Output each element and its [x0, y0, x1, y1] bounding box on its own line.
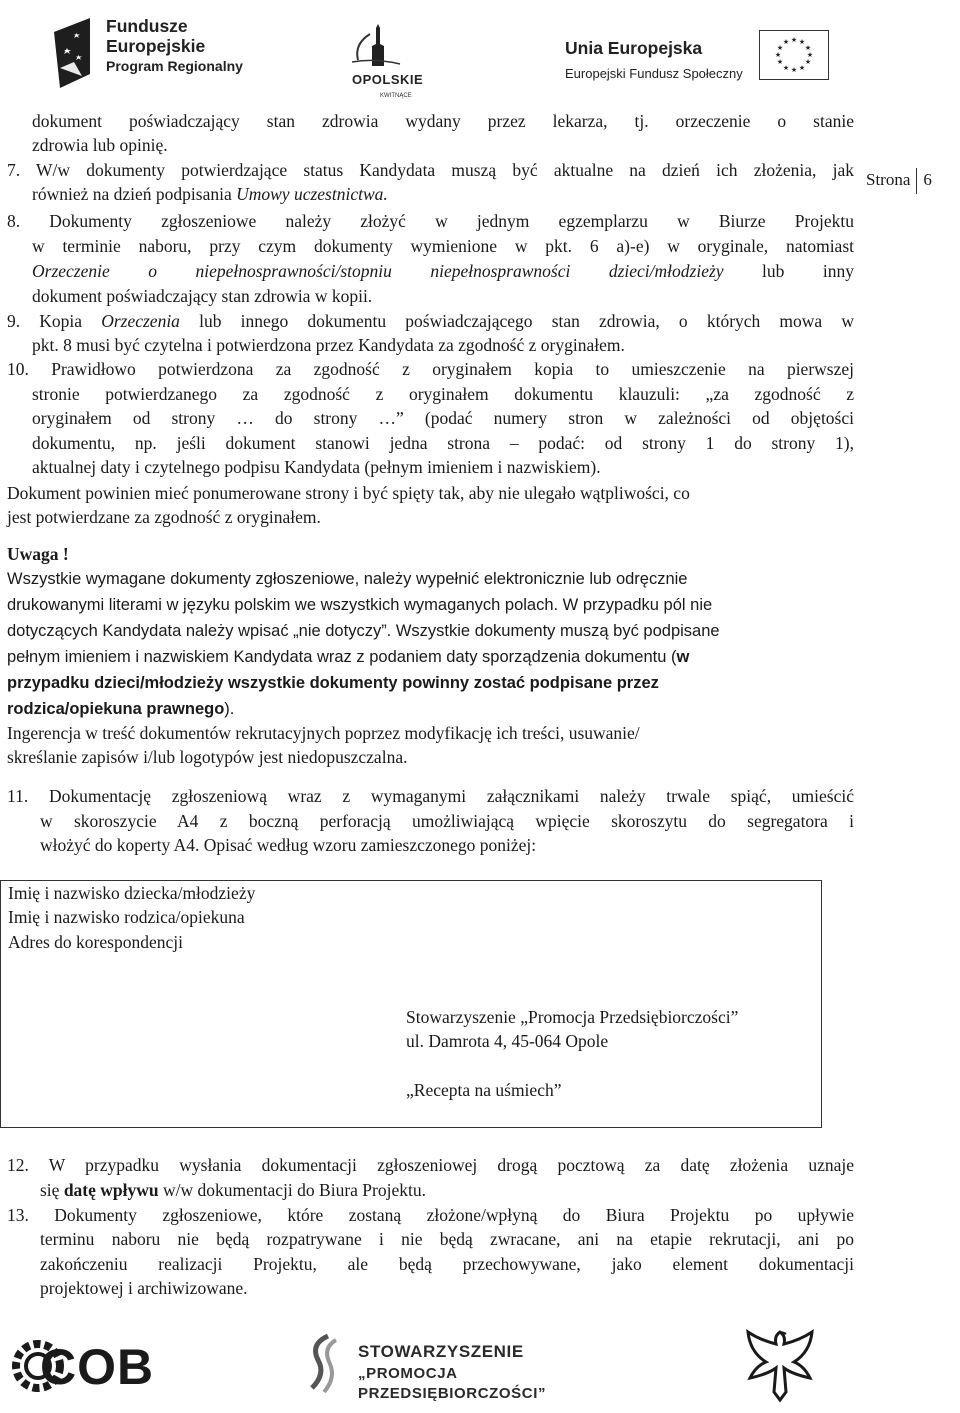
opolskie-tagline: KWITNĄCE — [380, 93, 412, 99]
point-10-line4: dokumentu, np. jeśli dokument stanowi jedna strona – podać: od strony 1 do strony 1), — [32, 433, 854, 453]
uwaga-heading: Uwaga ! — [7, 544, 69, 564]
point-8-line1: 8. Dokumenty zgłoszeniowe należy złożyć w jednym egzemplarzu w Biurze Projektu — [7, 211, 854, 231]
svg-text:★: ★ — [804, 44, 812, 52]
svg-text:★: ★ — [776, 44, 784, 52]
svg-text:★: ★ — [774, 51, 782, 59]
box-child-name-label: Imię i nazwisko dziecka/młodzieży — [8, 883, 256, 903]
point-13-line4: projektowej i archiwizowane. — [40, 1278, 248, 1298]
svg-text:★: ★ — [790, 66, 798, 74]
point-13-line1: 13. Dokumenty zgłoszeniowe, które zostaną złożone/wpłyną do Biura Projektu po upływie — [7, 1205, 854, 1225]
ingerencja-line1: Ingerencja w treść dokumentów rekrutacyjnych poprzez modyfikację ich treści, usuwanie/ — [7, 723, 640, 743]
point-6-continuation — [32, 109, 854, 134]
point-8-line3: Orzeczenie o niepełnosprawności/stopniu niepełnosprawności dzieci/młodzieży lub inny — [32, 261, 855, 281]
cob-logo — [10, 1330, 190, 1400]
eu-flag-icon — [759, 30, 829, 80]
eagle-emblem-icon — [720, 1322, 840, 1406]
svg-text:★: ★ — [782, 38, 790, 46]
text-line: zdrowia lub opinię. — [32, 135, 168, 155]
box-address-label: Adres do korespondencji — [8, 932, 183, 952]
point-13-line2: terminu naboru nie będą rozpatrywane i nie będą zwracane, ani na etapie rekrutacji, ani po — [40, 1229, 854, 1249]
box-project-name: „Recepta na uśmiech” — [406, 1080, 562, 1100]
point-11-line1: 11. Dokumentację zgłoszeniową wraz z wymaganymi załącznikami należy trwale spiąć, umieścić — [7, 786, 854, 806]
ue-title: Unia Europejska — [565, 38, 703, 58]
uwaga-line4: pełnym imieniem i nazwiskiem Kandydata wraz z podaniem daty sporządzenia dokumentu (w — [7, 648, 690, 666]
svg-text:★: ★ — [798, 64, 806, 72]
uwaga-line5: przypadku dzieci/młodzieży wszystkie dokumenty powinny zostać podpisane przez — [7, 674, 659, 692]
point-7-line1: 7. W/w dokumenty potwierdzające status Kandydata muszą być aktualne na dzień ich złożenia, jak — [7, 160, 854, 180]
svg-text:★: ★ — [806, 51, 814, 59]
point-10-line2: stronie potwierdzanego za zgodność z oryginałem dokumentu klauzuli: „za zgodność z — [32, 384, 854, 404]
svg-text:★: ★ — [782, 64, 790, 72]
uwaga-line6: rodzica/opiekuna prawnego). — [7, 700, 235, 718]
point-8-line4: dokument poświadczający stan zdrowia w kopii. — [32, 286, 373, 306]
opolskie-tower-icon — [340, 24, 460, 74]
point-8-line2: w terminie naboru, przy czym dokumenty wymienione w pkt. 6 a)-e) w oryginale, natomiast — [32, 236, 854, 256]
point-12-line1: 12. W przypadku wysłania dokumentacji zgłoszeniowej drogą pocztową za datę złożenia uznaje — [7, 1155, 854, 1175]
point-7-line2: również na dzień podpisania Umowy uczestnictwa. — [32, 184, 388, 204]
opolskie-label: OPOLSKIE — [352, 72, 424, 87]
point-10-line1: 10. Prawidłowo potwierdzona za zgodność z oryginałem kopia to umieszczenie na pierwszej — [7, 359, 854, 379]
doc-numbering-line2: jest potwierdzane za zgodność z oryginałem. — [7, 507, 321, 527]
point-11-line3: włożyć do koperty A4. Opisać według wzoru zamieszczonego poniżej: — [40, 835, 537, 855]
svg-text:★: ★ — [798, 38, 806, 46]
text-line: dokument poświadczający stan zdrowia wydany przez lekarza, tj. orzeczenie o stanie — [32, 111, 854, 131]
uwaga-line1: Wszystkie wymagane dokumenty zgłoszeniowe, należy wypełnić elektronicznie lub odręcznie — [7, 570, 688, 588]
page-number-label: Strona — [866, 170, 911, 189]
page-number-value: 6 — [923, 170, 932, 189]
fe-logo-line1: Fundusze — [106, 16, 188, 36]
fe-logo-line2: Europejskie — [106, 36, 206, 56]
stowarzyszenie-emblem-icon — [300, 1330, 350, 1400]
point-9-line1: 9. Kopia Orzeczenia lub innego dokumentu poświadczającego stan zdrowia, o których mowa w — [7, 311, 854, 331]
umowa-uczestnictwa-italic: Umowy uczestnictwa. — [236, 184, 388, 204]
stowarzyszenie-line1: STOWARZYSZENIE — [358, 1342, 524, 1361]
stowarzyszenie-line2: „PROMOCJA PRZEDSIĘBIORCZOŚCI” — [358, 1365, 547, 1402]
fundusze-europejskie-emblem-icon — [50, 14, 102, 90]
cob-text: COB — [40, 1339, 155, 1395]
svg-text:★: ★ — [790, 36, 798, 44]
point-9-line2: pkt. 8 musi być czytelna i potwierdzona przez Kandydata za zgodność z oryginałem. — [32, 335, 625, 355]
point-10-line3: oryginałem od strony … do strony …” (podać numery stron w zależności od objętości — [32, 408, 854, 428]
fundusze-europejskie-logo — [50, 14, 250, 90]
ue-subtitle: Europejski Fundusz Społeczny — [565, 66, 743, 81]
box-parent-name-label: Imię i nazwisko rodzica/opiekuna — [8, 907, 245, 927]
stowarzyszenie-logo — [300, 1330, 620, 1400]
svg-text:★: ★ — [776, 58, 784, 66]
doc-numbering-line1: Dokument powinien mieć ponumerowane strony i być spięty tak, aby nie ulegało wątpliwości, co — [7, 483, 690, 503]
point-10-line5: aktualnej daty i czytelnego podpisu Kandydata (pełnym imieniem i nazwiskiem). — [32, 457, 601, 477]
uwaga-line3: dotyczących Kandydata należy wpisać „nie dotyczy”. Wszystkie dokumenty muszą być podpisane — [7, 622, 720, 640]
uwaga-line2: drukowanymi literami w języku polskim we wszystkich wymaganych polach. W przypadku pól nie — [7, 596, 713, 614]
fe-logo-line3: Program Regionalny — [106, 58, 243, 74]
point-13-line3: zakończeniu realizacji Projektu, ale będą przechowywane, jako element dokumentacji — [40, 1254, 854, 1274]
opolskie-logo — [340, 24, 460, 99]
box-recipient-name: Stowarzyszenie „Promocja Przedsiębiorczości” — [406, 1007, 739, 1027]
envelope-template-box — [0, 880, 822, 1128]
point-12-line2: się datę wpływu w/w dokumentacji do Biura Projektu. — [40, 1180, 426, 1200]
unia-europejska-logo — [565, 36, 835, 88]
box-recipient-address: ul. Damrota 4, 45-064 Opole — [406, 1031, 609, 1051]
svg-text:★: ★ — [804, 58, 812, 66]
ingerencja-line2: skreślanie zapisów i/lub logotypów jest niedopuszczalna. — [7, 747, 408, 767]
page-number — [866, 168, 932, 194]
point-11-line2: w skoroszycie A4 z boczną perforacją umożliwiającą wpięcie skoroszytu do segregatora i — [40, 811, 854, 831]
